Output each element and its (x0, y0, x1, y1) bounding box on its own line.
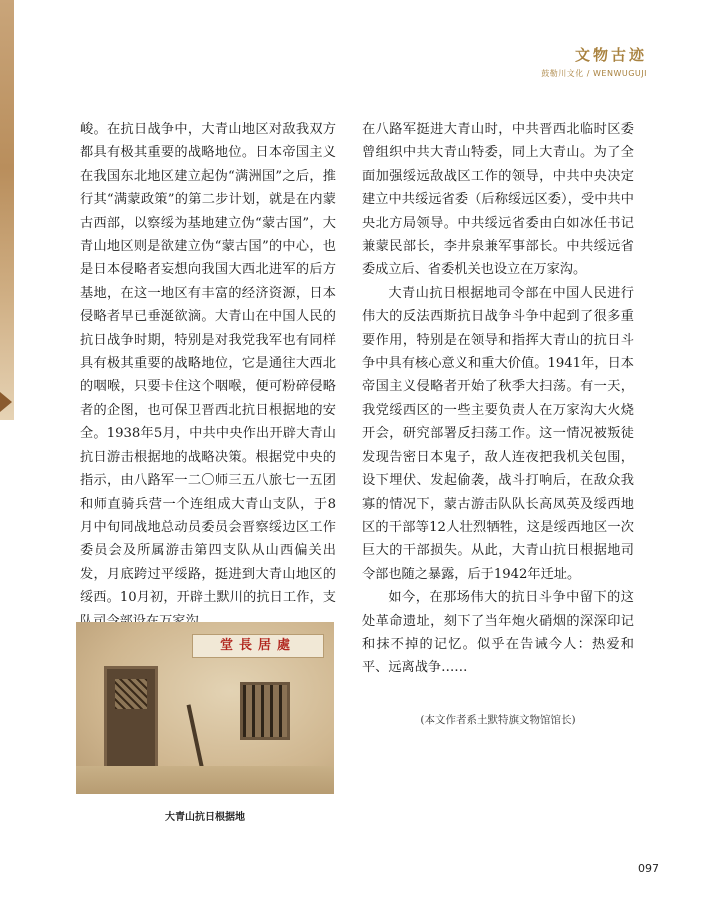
photo-sign: 堂長居處 (192, 634, 324, 658)
photo-door (104, 666, 158, 772)
photo-window (240, 682, 290, 740)
paragraph: 大青山抗日根据地司令部在中国人民进行伟大的反法西斯抗日战争斗争中起到了很多重要作用，特别是在领导和指挥大青山的抗日斗争中具有核心意义和重大价值。1941年，日本帝国主义侵略者开始了秋季大扫荡。有一天，我党绥西区的一些主要负责人在万家沟大火烧开会，研究部署反扫荡工作。这一情况被叛徒发现告密日本鬼子，敌人连夜把我机关包围，设下埋伏、发起偷袭，战斗打响后，在敌众我寡的情况下，蒙古游击队队长高凤英及绥西地区的干部等12人壮烈牺牲，这是绥西地区一次巨大的干部损失。从此，大青山抗日根据地司令部也随之暴露，后于1942年迁址。 (362, 285, 634, 582)
section-title: 文物古迹 (574, 46, 647, 64)
base-photo (76, 622, 334, 794)
paragraph: 在八路军挺进大青山时，中共晋西北临时区委曾组织中共大青山特委，同上大青山。为了全面加强绥远敌战区工作的领导，中共中央决定建立中共绥远省委（后称绥远区委），受中共中央北方局领导。中共绥远省委由白如冰任书记兼蒙民部长，李井泉兼军事部长。中共绥远省委成立后、省委机关也设立在万家沟。 (362, 122, 634, 278)
left-text-column (80, 118, 336, 633)
edge-arrow-icon (0, 392, 12, 412)
photo-caption: 大青山抗日根据地 (165, 812, 245, 823)
right-text-column (362, 118, 634, 680)
section-subtitle: 鼓勒川文化 / WENWUGUJI (541, 69, 647, 78)
paragraph: 如今，在那场伟大的抗日斗争中留下的这处革命遗址，刻下了当年炮火硝烟的深深印记和抹不掉的记忆。似乎在告诫今人：热爱和平、远离战争…… (362, 590, 634, 676)
section-header (541, 44, 647, 79)
photo-ground (76, 766, 334, 794)
author-note: (本文作者系土默特旗文物馆馆长) (420, 714, 576, 726)
page-number: 097 (638, 862, 659, 875)
decorative-edge-strip (0, 0, 14, 420)
paragraph: 峻。在抗日战争中，大青山地区对敌我双方都具有极其重要的战略地位。日本帝国主义在我国东北地区建立起伪“满洲国”之后，推行其“满蒙政策”的第二步计划，就是在内蒙古西部，以察绥为基地建立伪“蒙古国”，大青山地区则是欲建立伪“蒙古国”的中心，也是日本侵略者妄想向我国大西北进军的后方基地，在这一地区有丰富的经济资源，日本侵略者早已垂涎欲滴。大青山在中国人民的抗日战争时期，特别是对我党我军也有同样具有极其重要的战略地位，它是通往大西北的咽喉，只要卡住这个咽喉，便可粉碎侵略者的企图，也可保卫晋西北抗日根据地的安全。1938年5月，中共中央作出开辟大青山抗日游击根据地的战略决策。根据党中央的指示，由八路军一二〇师三五八旅七一五团和师直骑兵营一个连组成大青山支队，于8月中旬同战地总动员委员会晋察绥边区工作委员会及所属游击第四支队从山西偏关出发，月底跨过平绥路，挺进到大青山地区的绥西。10月初，开辟土默川的抗日工作，支 (80, 122, 336, 606)
